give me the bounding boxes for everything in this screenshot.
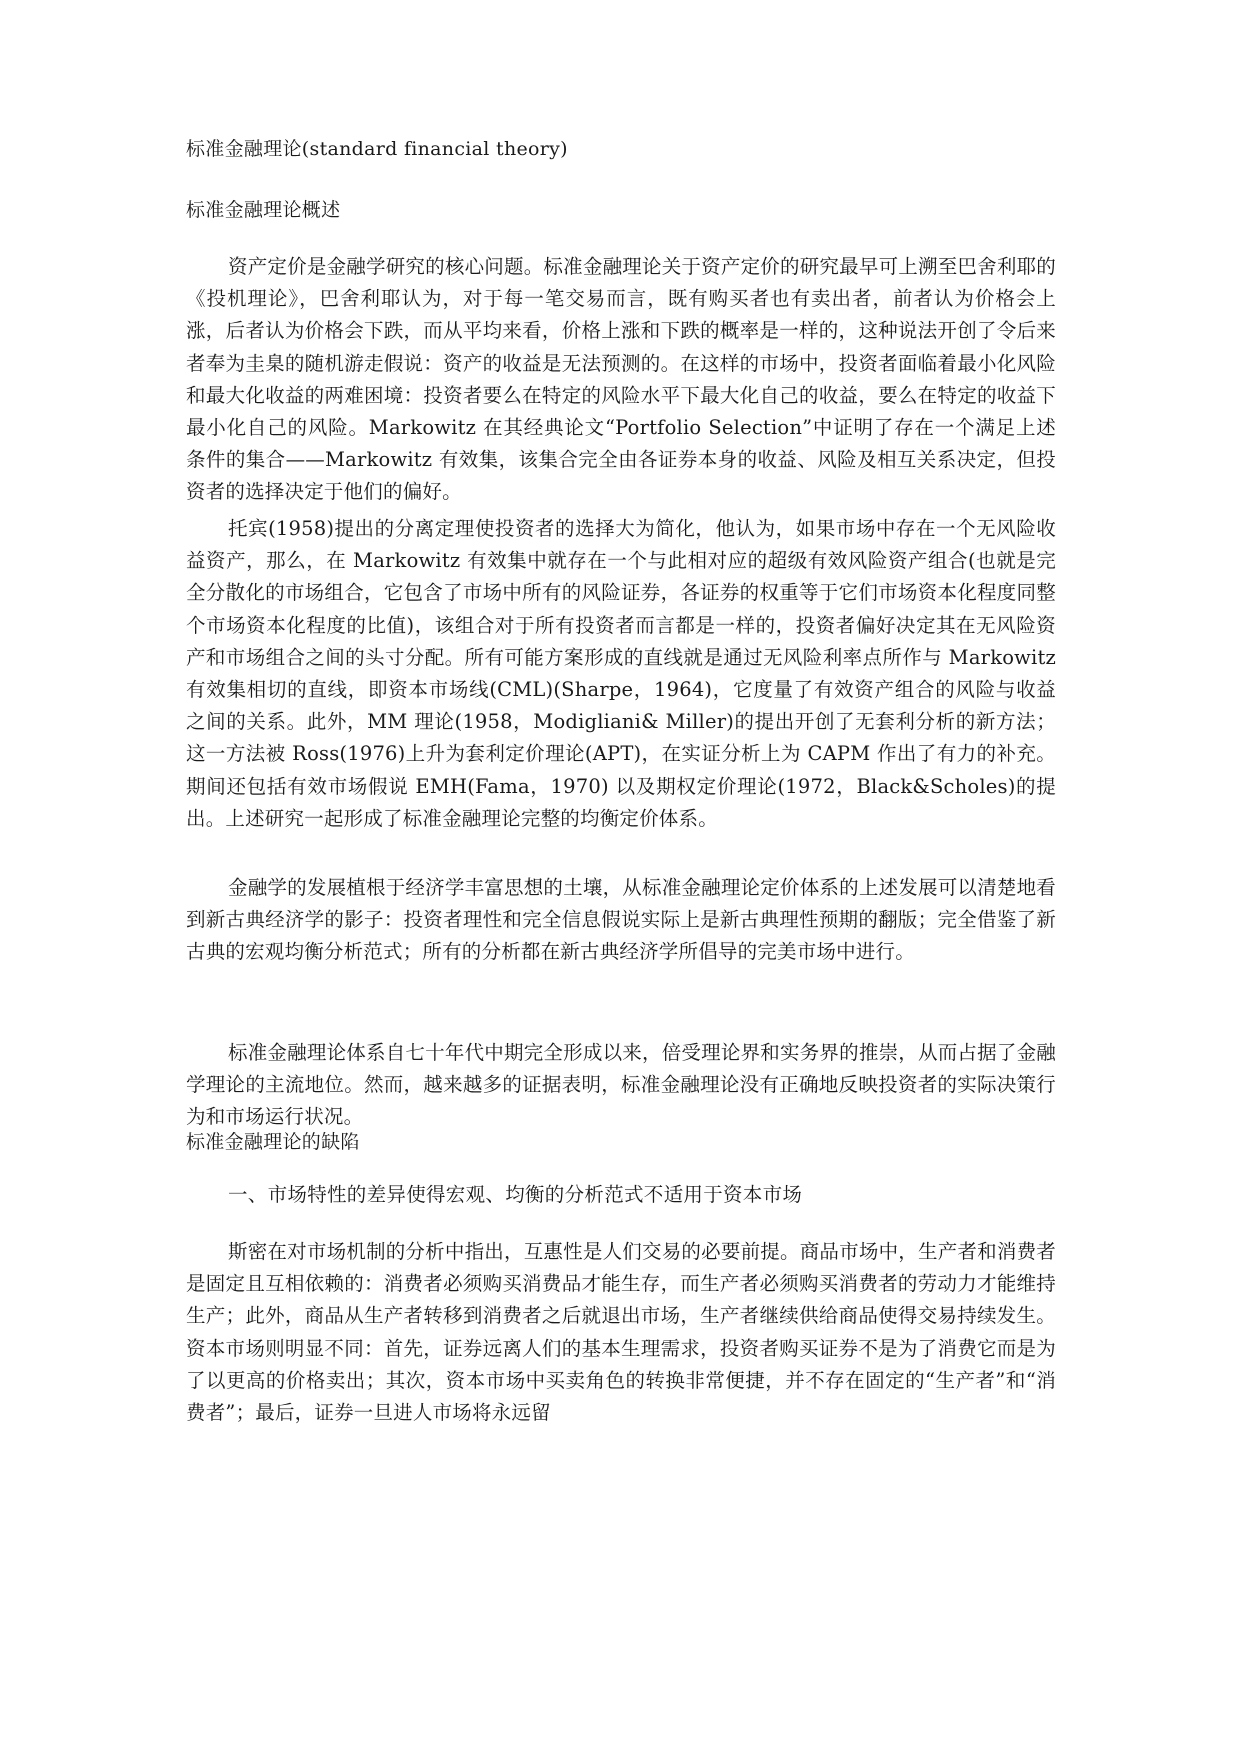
document-title: 标准金融理论(standard financial theory) <box>186 138 568 160</box>
section-heading-overview: 标准金融理论概述 <box>186 199 341 221</box>
section-heading-defects: 标准金融理论的缺陷 <box>186 1131 360 1153</box>
paragraph: 标准金融理论体系自七十年代中期完全形成以来，倍受理论界和实务界的推崇，从而占据了金融学理论的主流地位。然而，越来越多的证据表明，标准金融理论没有正确地反映投资者的实际决策行为和市场运行状况。 <box>186 1041 1056 1129</box>
paragraph: 斯密在对市场机制的分析中指出，互惠性是人们交易的必要前提。商品市场中，生产者和消费者是固定且互相依赖的：消费者必须购买消费品才能生存，而生产者必须购买消费者的劳动力才能维持生产；此外，商品从生产者转移到消费者之后就退出市场，生产者继续供给商品使得交易持续发生。资本市场则明显不同：首先，证券远离人们的基本生理需求，投资者购买证券不是为了消费它而是为了以更高的价格卖出；其次，资本市场中买卖角色的转换非常便捷，并不存在固定的“生产者”和“消费者”；最后，证券一旦进人市场将永远留 <box>186 1240 1056 1425</box>
paragraph: 托宾(1958)提出的分离定理使投资者的选择大为简化，他认为，如果市场中存在一个无风险收益资产，那么，在 Markowitz 有效集中就存在一个与此相对应的超级有效风险资产组合(也就是完全分散化的市场组合，它包含了市场中所有的风险证券，各证券的权重等于它们市场资本化程度同整个市场资本化程度的比值)，该组合对于所有投资者而言都是一样的，投资者偏好决定其在无风险资产和市场组合之间的头寸分配。所有可能方案形成的直线就是通过无风险利率点所作与 Markowitz 有效集相切的直线，即资本市场线(CML)(Sharpe，1964)，它度量了有效资产组合的风险与收益之间的关系。此外，MM 理论(1958，Modigliani& Miller)的提出开创了无套利分析的新方法；这一方法被 Ross(1976)上升为套利定价理论(APT)，在实证分析上为 CAPM 作出了有力的补充。期间还包括有效市场假说 EMH(Fama，1970) 以及期权定价理论(1972，Black&Scholes)的提出。上述研究一起形成了标准金融理论完整的均衡定价体系。 <box>186 517 1056 830</box>
paragraph: 资产定价是金融学研究的核心问题。标准金融理论关于资产定价的研究最早可上溯至巴舍利耶的《投机理论》，巴舍利耶认为，对于每一笔交易而言，既有购买者也有卖出者，前者认为价格会上涨，后者认为价格会下跌，而从平均来看，价格上涨和下跌的概率是一样的，这种说法开创了令后来者奉为圭臬的随机游走假说：资产的收益是无法预测的。在这样的市场中，投资者面临着最小化风险和最大化收益的两难困境：投资者要么在特定的风险水平下最大化自己的收益，要么在特定的收益下最小化自己的风险。Markowitz 在其经典论文“Portfolio Selection”中证明了存在一个满足上述条件的集合——Markowitz 有效集，该集合完全由各证券本身的收益、风险及相互关系决定，但投资者的选择决定于他们的偏好。 <box>186 255 1056 504</box>
subsection-heading: 一、市场特性的差异使得宏观、均衡的分析范式不适用于资本市场 <box>228 1183 803 1206</box>
paragraph: 金融学的发展植根于经济学丰富思想的土壤，从标准金融理论定价体系的上述发展可以清楚地看到新古典经济学的影子：投资者理性和完全信息假说实际上是新古典理性预期的翻版；完全借鉴了新古典的宏观均衡分析范式；所有的分析都在新古典经济学所倡导的完美市场中进行。 <box>186 876 1056 964</box>
